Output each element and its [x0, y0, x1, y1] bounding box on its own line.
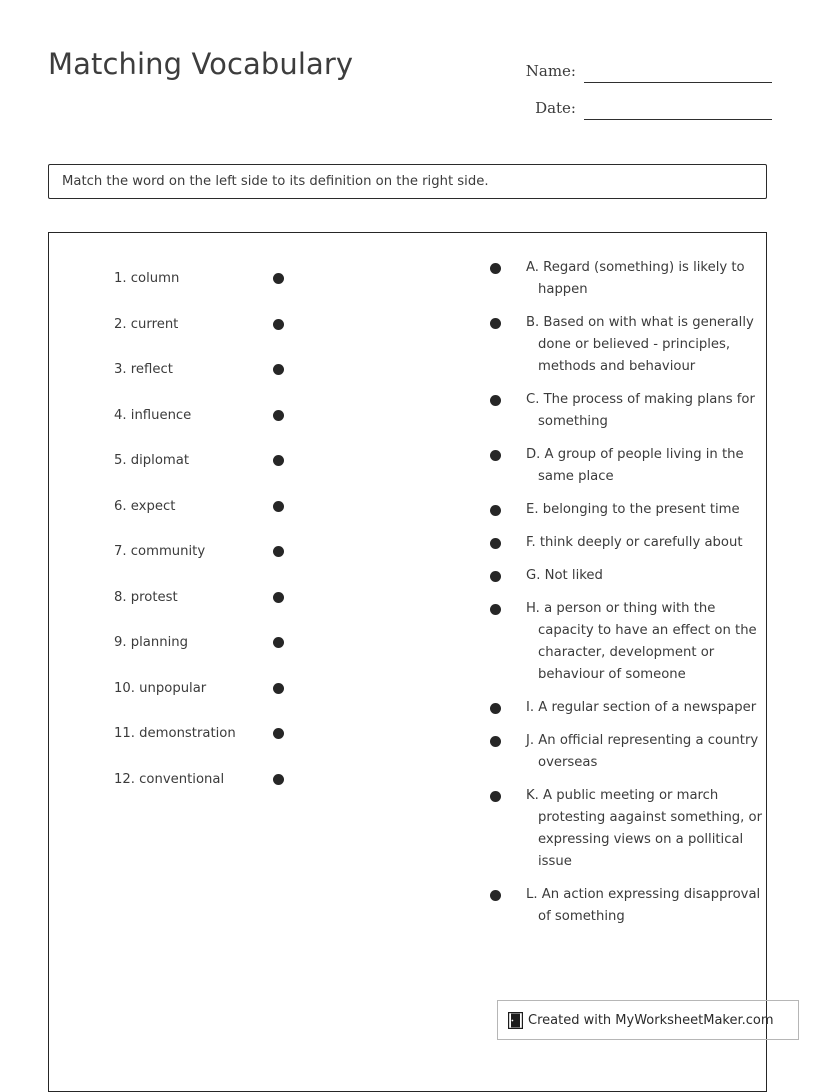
- watermark-text: Created with MyWorksheetMaker.com: [528, 1012, 774, 1028]
- matching-exercise-box: [48, 232, 767, 1092]
- date-label: Date:: [535, 99, 576, 117]
- word-match-dot[interactable]: [273, 455, 284, 466]
- word-match-dot[interactable]: [273, 728, 284, 739]
- definition-match-dot[interactable]: [490, 395, 501, 406]
- definition-text: B. Based on with what is generally done or believed - principles, methods and behaviour: [526, 315, 754, 374]
- definition-match-dot[interactable]: [490, 505, 501, 516]
- definition-match-dot[interactable]: [490, 736, 501, 747]
- definition-match-dot[interactable]: [490, 604, 501, 615]
- definition-row: [431, 565, 768, 587]
- definition-text: E. belonging to the present time: [526, 502, 740, 517]
- word-row: [49, 575, 389, 621]
- definition-row: [431, 785, 768, 873]
- definition-match-dot[interactable]: [490, 263, 501, 274]
- definition-text: L. An action expressing disapproval of something: [526, 887, 761, 924]
- word-match-dot[interactable]: [273, 683, 284, 694]
- definition-text: A. Regard (something) is likely to happen: [526, 260, 745, 297]
- definition-match-dot[interactable]: [490, 450, 501, 461]
- definition-text: F. think deeply or carefully about: [526, 535, 743, 550]
- word-row: [49, 666, 389, 712]
- word-label: 3. reflect: [114, 362, 173, 378]
- word-match-dot[interactable]: [273, 364, 284, 375]
- watermark-badge[interactable]: [497, 1000, 799, 1040]
- word-row: [49, 393, 389, 439]
- word-label: 8. protest: [114, 589, 178, 605]
- instructions-text: Match the word on the left side to its definition on the right side.: [62, 174, 489, 189]
- definition-text: K. A public meeting or march protesting aagainst something, or expressing views on a pollitical issue: [526, 788, 763, 869]
- page-title: Matching Vocabulary: [48, 47, 354, 81]
- word-match-dot[interactable]: [273, 273, 284, 284]
- definition-row: [431, 444, 768, 488]
- words-column: [49, 256, 389, 802]
- word-match-dot[interactable]: [273, 501, 284, 512]
- definition-text: J. An official representing a country overseas: [526, 733, 759, 770]
- word-label: 2. current: [114, 316, 179, 332]
- definition-text: C. The process of making plans for something: [526, 392, 755, 429]
- definition-row: [431, 389, 768, 433]
- word-row: [49, 256, 389, 302]
- word-match-dot[interactable]: [273, 774, 284, 785]
- word-match-dot[interactable]: [273, 410, 284, 421]
- word-label: 4. influence: [114, 407, 192, 423]
- date-input-line[interactable]: [584, 97, 772, 120]
- definition-text: D. A group of people living in the same place: [526, 447, 744, 484]
- word-match-dot[interactable]: [273, 546, 284, 557]
- definition-row: [431, 257, 768, 301]
- instructions-box: [48, 164, 767, 199]
- word-row: [49, 757, 389, 803]
- date-row: [516, 87, 772, 120]
- definition-text: I. A regular section of a newspaper: [526, 700, 757, 715]
- word-row: [49, 302, 389, 348]
- word-row: [49, 711, 389, 757]
- word-label: 12. conventional: [114, 771, 225, 787]
- word-row: [49, 347, 389, 393]
- definition-match-dot[interactable]: [490, 571, 501, 582]
- name-row: [516, 50, 772, 83]
- word-row: [49, 438, 389, 484]
- definition-row: [431, 532, 768, 554]
- definition-row: [431, 598, 768, 686]
- word-row: [49, 484, 389, 530]
- definition-match-dot[interactable]: [490, 538, 501, 549]
- definition-text: G. Not liked: [526, 568, 603, 583]
- definitions-column: [431, 257, 768, 939]
- definition-row: [431, 499, 768, 521]
- word-row: [49, 529, 389, 575]
- word-match-dot[interactable]: [273, 592, 284, 603]
- definition-match-dot[interactable]: [490, 890, 501, 901]
- word-label: 5. diplomat: [114, 453, 190, 469]
- definition-match-dot[interactable]: [490, 703, 501, 714]
- name-date-block: [516, 50, 772, 124]
- document-icon: [508, 1012, 523, 1029]
- name-label: Name:: [525, 62, 576, 80]
- word-match-dot[interactable]: [273, 637, 284, 648]
- word-label: 7. community: [114, 544, 206, 560]
- name-input-line[interactable]: [584, 60, 772, 83]
- definition-row: [431, 884, 768, 928]
- definition-row: [431, 697, 768, 719]
- definition-text: H. a person or thing with the capacity to have an effect on the character, development or behaviour of someone: [526, 601, 757, 682]
- word-match-dot[interactable]: [273, 319, 284, 330]
- definition-row: [431, 312, 768, 378]
- word-label: 11. demonstration: [114, 726, 236, 742]
- definition-match-dot[interactable]: [490, 318, 501, 329]
- word-label: 6. expect: [114, 498, 176, 514]
- word-label: 9. planning: [114, 635, 188, 651]
- definition-row: [431, 730, 768, 774]
- word-label: 1. column: [114, 271, 180, 287]
- definition-match-dot[interactable]: [490, 791, 501, 802]
- word-label: 10. unpopular: [114, 680, 207, 696]
- word-row: [49, 620, 389, 666]
